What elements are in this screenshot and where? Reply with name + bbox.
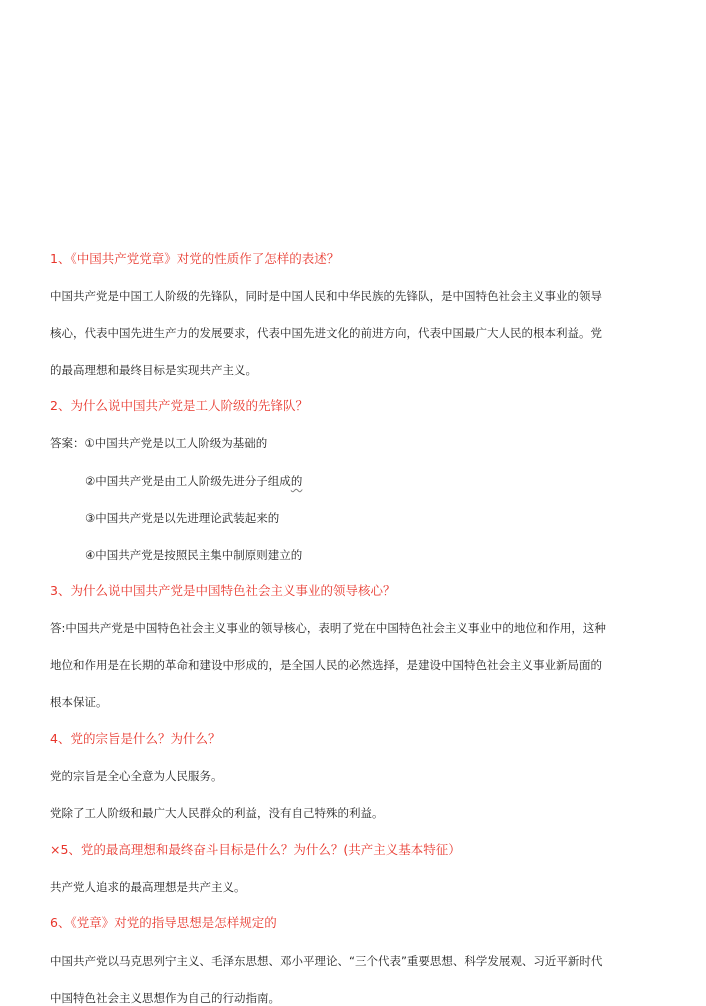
answer-6-line-2: 中国特色社会主义思想作为自己的行动指南。 [50, 991, 280, 1005]
question-2-title: 2、为什么说中国共产党是工人阶级的先锋队？ [50, 398, 308, 413]
question-5-title: ×5、党的最高理想和最终奋斗目标是什么？为什么？(共产主义基本特征） [50, 842, 461, 857]
spellcheck-underline: 的 [290, 474, 303, 488]
answer-2-item-text: ①中国共产党是以工人阶级为基础的 [84, 436, 268, 450]
question-1-title: 1、《中国共产党党章》对党的性质作了怎样的表述？ [50, 251, 340, 266]
question-6-title: 6、《党章》对党的指导思想是怎样规定的 [50, 915, 277, 930]
answer-1-line-3: 的最高理想和最终目标是实现共产主义。 [50, 363, 257, 377]
answer-5-line-1: 共产党人追求的最高理想是共产主义。 [50, 880, 246, 894]
answer-6-line-1: 中国共产党以马克思列宁主义、毛泽东思想、邓小平理论、“三个代表”重要思想、科学发展观、习近平新时代 [50, 954, 603, 968]
answer-4-line-1: 党的宗旨是全心全意为人民服务。 [50, 769, 223, 783]
answer-4-line-2: 党除了工人阶级和最广大人民群众的利益，没有自己特殊的利益。 [50, 806, 384, 820]
answer-2-item-1 [50, 435, 267, 451]
question-3-title: 3、为什么说中国共产党是中国特色社会主义事业的领导核心？ [50, 583, 396, 598]
answer-3-line-1: 答:中国共产党是中国特色社会主义事业的领导核心，表明了党在中国特色社会主义事业中的地位和作用，这种 [50, 621, 606, 635]
answer-2-item-text: ②中国共产党是由工人阶级先进分子组成 [85, 474, 291, 488]
answer-3-line-3: 根本保证。 [50, 695, 108, 709]
answer-2-item-3: ③中国共产党是以先进理论武装起来的 [85, 511, 280, 525]
answer-3-line-2: 地位和作用是在长期的革命和建设中形成的，是全国人民的必然选择，是建设中国特色社会主义事业新局面的 [50, 658, 602, 672]
answer-2-item-4: ④中国共产党是按照民主集中制原则建立的 [85, 548, 303, 562]
answer-1-line-1: 中国共产党是中国工人阶级的先锋队，同时是中国人民和中华民族的先锋队，是中国特色社会主义事业的领导 [50, 289, 602, 303]
question-4-title: 4、党的宗旨是什么？为什么？ [50, 731, 221, 746]
answer-2-item-2 [85, 473, 302, 489]
answer-label: 答案： [50, 436, 85, 450]
answer-1-line-2: 核心，代表中国先进生产力的发展要求，代表中国先进文化的前进方向，代表中国最广大人民的根本利益。党 [50, 326, 602, 340]
